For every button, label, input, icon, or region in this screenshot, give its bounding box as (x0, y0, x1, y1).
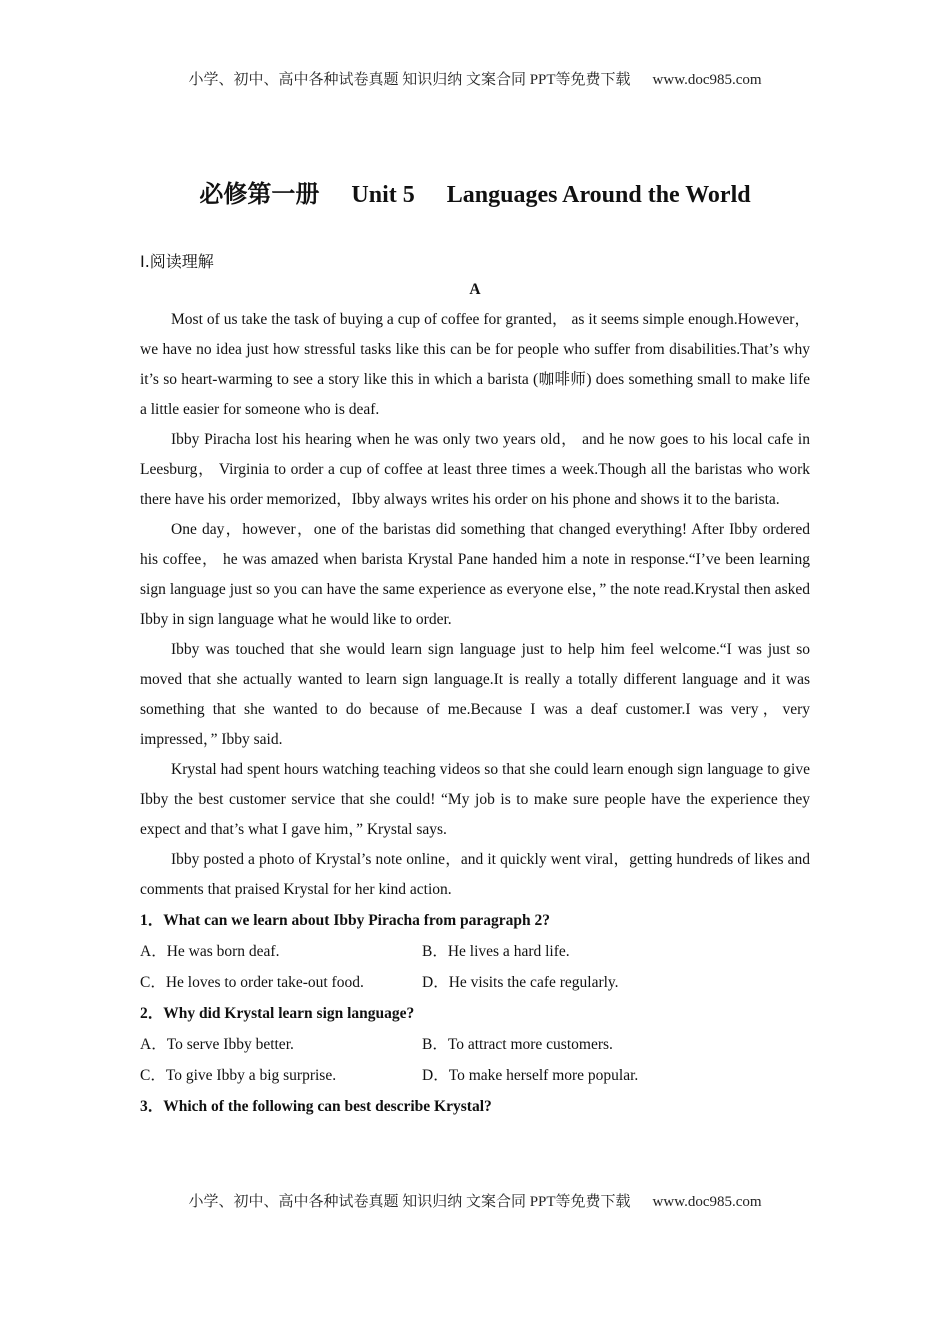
title-book: 必修第一册 (199, 182, 320, 208)
question-2-option-c: C．To give Ibby a big surprise. (140, 1067, 337, 1084)
footer-site-link[interactable]: www.doc985.com (652, 1194, 762, 1210)
question-1-option-c: C．He loves to order take-out food. (140, 974, 364, 991)
question-2-options (140, 1029, 810, 1091)
passage-paragraph-4: Ibby was touched that she would learn sign language just to help him feel welcome.“I was just so moved that she actually wanted to learn sign language.It is really a totally different language and it was something that she wanted to do because of me.Because I was a deaf customer.I was very，very impressed，” Ibby said. (140, 641, 810, 748)
section-heading: Ⅰ.阅读理解 (140, 252, 214, 271)
question-1-options (140, 936, 810, 998)
passage-paragraph-5: Krystal had spent hours watching teaching videos so that she could learn enough sign language to give Ibby the best customer service that she could! “My job is to make sure people have the experience they expect and that’s what I gave him，” Krystal says. (140, 761, 810, 838)
question-3: 3．Which of the following can best describe Krystal? (140, 1098, 492, 1115)
passage-label: A (469, 281, 481, 298)
question-2: 2．Why did Krystal learn sign language? (140, 1005, 415, 1022)
title-topic: Languages Around the World (446, 182, 751, 208)
header-site-link[interactable]: www.doc985.com (652, 72, 762, 88)
question-1-option-b: B．He lives a hard life. (422, 943, 570, 960)
page-header (0, 68, 950, 89)
question-2-option-b: B．To attract more customers. (422, 1036, 613, 1053)
title-unit: Unit 5 (351, 182, 415, 208)
question-2-option-a: A．To serve Ibby better. (140, 1036, 294, 1053)
passage-paragraph-1: Most of us take the task of buying a cup of coffee for granted， as it seems simple enough.However，we have no idea just how stressful tasks like this can be for people who suffer from disabilities.That’s why it’s so heart-warming to see a story like this in which a barista (咖啡师) does something small to make life a little easier for someone who is deaf. (140, 311, 810, 418)
question-1: 1．What can we learn about Ibby Piracha from paragraph 2? (140, 912, 551, 929)
question-1-option-d: D．He visits the cafe regularly. (422, 974, 619, 991)
passage-paragraph-2: Ibby Piracha lost his hearing when he was only two years old， and he now goes to his local cafe in Leesburg， Virginia to order a cup of coffee at least three times a week.Though all the baristas who work there have his order memorized，Ibby always writes his order on his phone and shows it to the barista. (140, 431, 810, 508)
document-title (0, 174, 950, 209)
footer-tagline: 小学、初中、高中各种试卷真题 知识归纳 文案合同 PPT等免费下载 (188, 1194, 631, 1210)
passage-paragraph-6: Ibby posted a photo of Krystal’s note online，and it quickly went viral，getting hundreds of likes and comments that praised Krystal for her kind action. (140, 851, 810, 898)
question-1-option-a: A．He was born deaf. (140, 943, 280, 960)
question-2-option-d: D．To make herself more popular. (422, 1067, 639, 1084)
passage-paragraph-3: One day，however，one of the baristas did something that changed everything! After Ibby ordered his coffee， he was amazed when barista Krystal Pane handed him a note in response.“I’ve been learning sign language just so you can have the same experience as everyone else，” the note read.Krystal then asked Ibby in sign language what he would like to order. (140, 521, 810, 628)
main-content (140, 275, 810, 1122)
page-footer (0, 1190, 950, 1211)
header-tagline: 小学、初中、高中各种试卷真题 知识归纳 文案合同 PPT等免费下载 (188, 72, 631, 88)
